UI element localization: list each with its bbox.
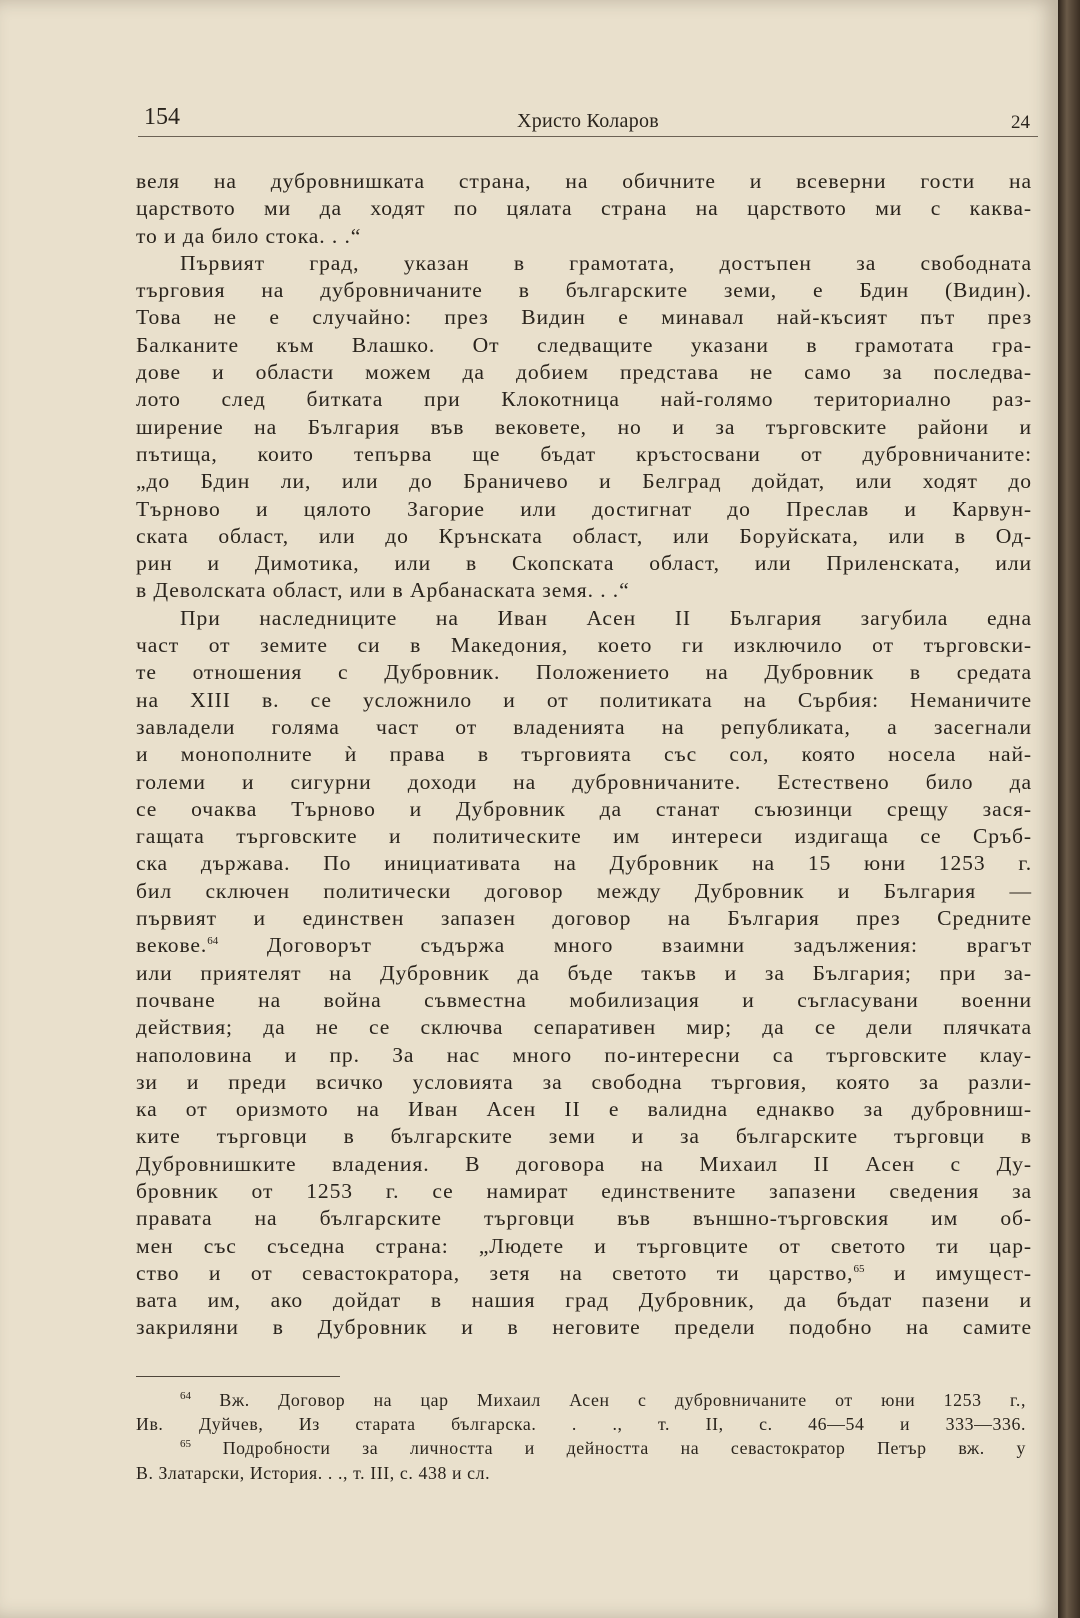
paragraph-3-line: и монополните ѝ права в търговията със сол, която носела най- xyxy=(136,742,1032,767)
text-run: векове. xyxy=(136,933,208,958)
paragraph-3-line: ка от оризмото на Иван Асен II е валидна еднакво за дубровниш- xyxy=(136,1097,1032,1122)
footnotes xyxy=(136,1388,1026,1485)
footnote-mark-64: 64 xyxy=(180,1390,191,1403)
paragraph-3-line: те отношения с Дубровник. Положението на Дубровник в средата xyxy=(136,660,1032,685)
footnote-text: Подробности за личността и дейността на севастократор Петър вж. у xyxy=(191,1438,1026,1459)
paragraph-2-line: Търново и цялото Загорие или достигнат до Преслав и Карвун- xyxy=(136,496,1032,521)
paragraph-3-line: почване на война съвместна мобилизация и съгласувани военни xyxy=(136,987,1032,1012)
paragraph-3-line: наполовина и пр. За нас много по-интересни са търговските клау- xyxy=(136,1042,1032,1067)
page-number: 154 xyxy=(144,104,180,130)
footnote-65-line: В. Златарски, История. . ., т. III, с. 438 и сл. xyxy=(136,1462,491,1483)
paragraph-3-line: вата им, ако дойдат в нашия град Дубровник, да бъдат пазени и xyxy=(136,1288,1032,1313)
paragraph-2-line: Балканите към Влашко. От следващите указани в грамотата гра- xyxy=(136,332,1032,357)
printer-signature: 24 xyxy=(1011,112,1030,133)
book-spine xyxy=(1058,0,1080,1618)
paragraph-3-line: бил сключен политически договор между Дубровник и България — xyxy=(136,878,1032,903)
footnote-64 xyxy=(136,1388,1026,1412)
footnote-65 xyxy=(136,1436,1026,1460)
footnote-64-line: Ив. Дуйчев, Из старата българска. . ., т. II, с. 46—54 и 333—336. xyxy=(136,1414,1026,1435)
paragraph-3-line: първият и единствен запазен договор на България през Средните xyxy=(136,906,1032,931)
paragraph-3-line: завладели голяма част от владенията на републиката, а засегнали xyxy=(136,714,1032,739)
paragraph-2-line: ширение на България във вековете, но и за търговските райони и xyxy=(136,414,1032,439)
paragraph-3-line: правата на българските търговци във външно-търговския им об- xyxy=(136,1206,1032,1231)
paragraph-3-line: ска държава. По инициативата на Дубровник на 15 юни 1253 г. xyxy=(136,851,1032,876)
body-text xyxy=(136,168,1032,1342)
paragraph-2-line: Първият град, указан в грамотата, достъпен за свободната xyxy=(180,250,1032,275)
paragraph-1-line: то и да било стока. . .“ xyxy=(136,223,362,248)
footnote-ref-65: 65 xyxy=(853,1262,865,1275)
paragraph-3-line: При наследниците на Иван Асен II България загубила една xyxy=(180,605,1032,630)
footnote-mark-65: 65 xyxy=(180,1438,191,1451)
paragraph-3-line: действия; да не се сключва сепаративен мир; да се дели плячката xyxy=(136,1015,1032,1040)
paragraph-2-line: в Деволската област, или в Арбанаската земя. . .“ xyxy=(136,578,630,603)
paragraph-3-line: или приятелят на Дубровник да бъде такъв и за България; при за- xyxy=(136,960,1032,985)
paragraph-3-line: мен със съседна страна: „Людете и търговците от светото ти цар- xyxy=(136,1233,1032,1258)
paragraph-3-line: ките търговци в българските земи и за българските търговци в xyxy=(136,1124,1032,1149)
paragraph-2-line: „до Бдин ли, или до Браничево и Белград дойдат, или ходят до xyxy=(136,469,1032,494)
paragraph-3-line: се очаква Търново и Дубровник да станат съюзинци срещу зася- xyxy=(136,796,1032,821)
text-run: и имущест- xyxy=(864,1260,1032,1285)
footnote-rule xyxy=(136,1376,340,1377)
paragraph-2-line: пътища, които тепърва ще бъдат кръстосвани от дубровничаните: xyxy=(136,441,1032,466)
paragraph-3-line: зи и преди всичко условията за свободна търговия, която за разли- xyxy=(136,1069,1032,1094)
text-run: ство и от севастократора, зетя на светото ти царство, xyxy=(136,1260,854,1285)
paragraph-3-line xyxy=(136,1260,1032,1287)
paragraph-1-line: царството ми да ходят по цялата страна на царството ми с каква- xyxy=(136,196,1032,221)
header-rule xyxy=(138,136,1038,137)
paragraph-2-line: Това не е случайно: през Видин е минавал най-късият път през xyxy=(136,305,1032,330)
footnote-ref-64: 64 xyxy=(207,935,219,948)
paragraph-3-line: бровник от 1253 г. се намират единствените запазени сведения за xyxy=(136,1178,1032,1203)
paragraph-3-line: големи и сигурни доходи на дубровничаните. Естествено било да xyxy=(136,769,1032,794)
page-header xyxy=(138,100,1038,140)
paragraph-2-line: рин и Димотика, или в Скопската област, или Приленската, или xyxy=(136,551,1032,576)
paragraph-3-line xyxy=(136,932,1032,959)
paragraph-2-line: ската област, или до Крънската област, или Боруйската, или в Од- xyxy=(136,523,1032,548)
paragraph-2-line: търговия на дубровничаните в българските земи, е Бдин (Видин). xyxy=(136,278,1032,303)
paragraph-1-line: веля на дубровнишката страна, на обичните и всеверни гости на xyxy=(136,169,1032,193)
paragraph-2-line: дове и области можем да добием представа не само за последва- xyxy=(136,360,1032,385)
text-run: Договорът съдържа много взаимни задължения: врагът xyxy=(218,933,1032,958)
paragraph-3-line: част от земите си в Македония, което ги изключило от търговски- xyxy=(136,633,1032,658)
footnote-text: Вж. Договор на цар Михаил Асен с дубровничаните от юни 1253 г., xyxy=(191,1390,1026,1410)
running-title: Христо Коларов xyxy=(516,110,660,132)
paragraph-3-line: Дубровнишките владения. В договора на Михаил II Асен с Ду- xyxy=(136,1151,1032,1176)
paragraph-2-line: лото след битката при Клокотница най-голямо териториално раз- xyxy=(136,387,1032,412)
paragraph-3-line: закриляни в Дубровник и в неговите предели подобно на самите xyxy=(136,1315,1032,1340)
paragraph-3-line: на XIII в. се усложнило и от политиката на Сърбия: Неманичите xyxy=(136,687,1032,712)
paragraph-3-line: гащата търговските и политическите им интереси издигаща се Сръб- xyxy=(136,824,1032,849)
